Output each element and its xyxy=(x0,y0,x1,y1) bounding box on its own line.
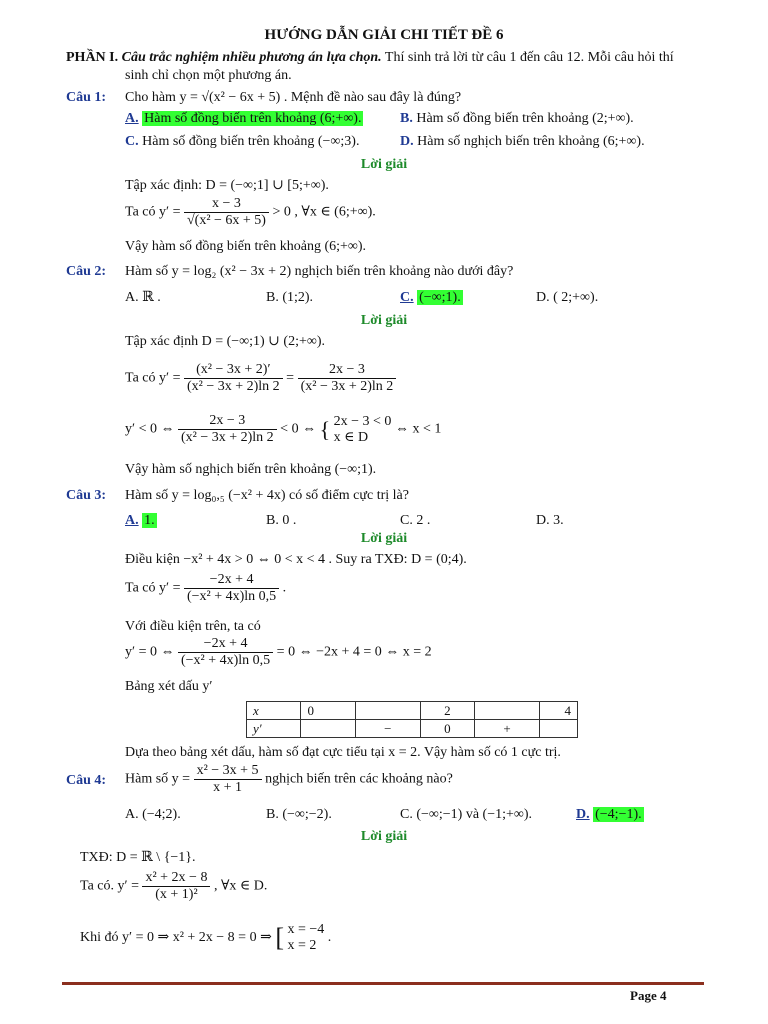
equals: = xyxy=(286,370,295,386)
question-stem: Cho hàm y = √(x² − 6x + 5) . Mệnh đề nào sau đây là đúng? xyxy=(125,90,462,105)
table-cell: 2 xyxy=(420,702,474,720)
numerator: x² + 2x − 8 xyxy=(142,870,210,887)
fraction xyxy=(184,362,283,395)
solution-heading: Lời giải xyxy=(360,313,408,328)
table-cell: − xyxy=(355,720,420,738)
option-d: D. 3. xyxy=(536,513,564,528)
option-text-correct: 1. xyxy=(144,513,155,528)
denominator: √(x² − 6x + 5) xyxy=(186,213,266,228)
option-a: A. (−4;2). xyxy=(125,807,181,822)
option-a xyxy=(125,512,157,530)
denominator: (−x² + 4x)ln 0,5 xyxy=(186,589,277,604)
page-title: HƯỚNG DẪN GIẢI CHI TIẾT ĐỀ 6 xyxy=(264,27,504,43)
numerator: x − 3 xyxy=(184,196,269,213)
text: nghịch biến trên các khoảng nào? xyxy=(265,771,453,787)
fraction xyxy=(184,572,279,605)
table-row xyxy=(247,720,578,738)
denominator: (x² − 3x + 2)ln 2 xyxy=(300,379,394,394)
part-heading: Câu trắc nghiệm nhiều phương án lựa chọn. xyxy=(121,50,382,65)
table-cell xyxy=(301,720,355,738)
solution-heading: Lời giải xyxy=(360,157,408,172)
fraction xyxy=(298,362,397,395)
solution-line: Với điều kiện trên, ta có xyxy=(125,619,261,634)
table-cell xyxy=(355,702,420,720)
solution-line: Dựa theo bảng xét dấu, hàm số đạt cực tiểu tại x = 2. Vậy hàm số có 1 cực trị. xyxy=(125,745,561,760)
numerator: x² − 3x + 5 xyxy=(194,763,262,780)
question-label: Câu 3: xyxy=(66,488,107,503)
denominator: (x + 1)² xyxy=(155,887,198,902)
solution-line xyxy=(125,362,396,395)
option-a xyxy=(125,110,363,128)
text: Hàm số y = xyxy=(125,771,191,787)
solution-line: Tập xác định: D = (−∞;1] ∪ [5;+∞). xyxy=(125,178,329,193)
option-text-correct: (−∞;1). xyxy=(419,290,461,305)
fraction xyxy=(142,870,210,903)
option-d xyxy=(576,806,644,824)
option-text-correct: (−4;−1). xyxy=(595,807,642,822)
option-b: B. (−∞;−2). xyxy=(266,807,332,822)
solution-line: Điều kiện −x² + 4x > 0 ⇔ 0 < x < 4 . Suy ra TXĐ: D = (0;4). xyxy=(125,552,467,567)
root: x = −4 xyxy=(287,922,325,937)
solution-line xyxy=(80,870,267,903)
denominator: x + 1 xyxy=(213,780,243,795)
system-line: x ∈ D xyxy=(333,429,369,445)
option-b: B. 0 . xyxy=(266,513,297,528)
text: Ta có y′ = xyxy=(125,204,181,220)
solution-line xyxy=(125,196,376,229)
solution-line: Tập xác định D = (−∞;1) ∪ (2;+∞). xyxy=(125,334,325,349)
fraction xyxy=(194,763,262,796)
numerator: 2x − 3 xyxy=(298,362,397,379)
question-label: Câu 2: xyxy=(66,264,107,279)
fraction xyxy=(178,413,277,446)
text: , ∀x ∈ D. xyxy=(213,878,268,894)
option-text-correct: Hàm số đồng biến trên khoảng (6;+∞). xyxy=(144,111,362,126)
text: Ta có y′ = xyxy=(125,580,181,596)
bracket: [ xyxy=(275,923,284,952)
table-cell xyxy=(539,720,577,738)
option-b xyxy=(400,110,634,128)
option-c: C. (−∞;−1) và (−1;+∞). xyxy=(400,807,533,822)
period: . xyxy=(282,580,287,596)
option-a: A. ℝ . xyxy=(125,290,161,305)
numerator: (x² − 3x + 2)′ xyxy=(184,362,283,379)
option-text: Hàm số nghịch biến trên khoảng (6;+∞). xyxy=(417,134,645,149)
option-key: C. xyxy=(125,134,139,149)
question-stem: Hàm số y = log₀,₅ (−x² + 4x) có số điểm cực trị là? xyxy=(125,488,409,503)
root: x = 2 xyxy=(287,938,317,953)
part-text: Thí sinh trả lời từ câu 1 đến câu 12. Mỗi câu hỏi thí xyxy=(381,50,674,65)
system-line: 2x − 3 < 0 xyxy=(333,413,392,429)
solution-line xyxy=(125,413,441,446)
solution-line xyxy=(125,636,432,669)
text: Ta có y′ = xyxy=(125,370,181,386)
option-key: D. xyxy=(400,134,414,149)
solution-heading: Lời giải xyxy=(360,829,408,844)
question-stem xyxy=(125,763,453,796)
table-cell: 4 xyxy=(539,702,577,720)
numerator: −2x + 4 xyxy=(178,636,273,653)
text: > 0 , ∀x ∈ (6;+∞). xyxy=(272,204,376,220)
option-d: D. ( 2;+∞). xyxy=(536,290,599,305)
option-text: Hàm số đồng biến trên khoảng (2;+∞). xyxy=(416,111,634,126)
part-label: PHẦN I. xyxy=(66,50,119,65)
question-label: Câu 1: xyxy=(66,90,107,105)
option-c: C. 2 . xyxy=(400,513,431,528)
solution-line xyxy=(125,572,286,605)
sign-table xyxy=(246,701,578,738)
option-key: B. xyxy=(400,111,413,126)
system xyxy=(334,414,392,446)
brace: { xyxy=(319,416,331,442)
option-key: A. xyxy=(125,513,139,528)
option-d xyxy=(400,133,645,151)
numerator: 2x − 3 xyxy=(178,413,277,430)
question-label: Câu 4: xyxy=(66,773,107,788)
solution-line: Vậy hàm số nghịch biến trên khoảng (−∞;1). xyxy=(125,462,377,477)
denominator: (−x² + 4x)ln 0,5 xyxy=(180,653,271,668)
text: ⇔ x < 1 xyxy=(394,421,442,437)
numerator: −2x + 4 xyxy=(184,572,279,589)
option-key: D. xyxy=(576,807,590,822)
option-key: A. xyxy=(125,111,139,126)
denominator: (x² − 3x + 2)ln 2 xyxy=(180,430,274,445)
table-cell xyxy=(475,702,540,720)
text: < 0 ⇔ xyxy=(280,421,317,437)
solution-line: Bảng xét dấu y′ xyxy=(125,679,213,694)
question-stem: Hàm số y = log₂ (x² − 3x + 2) nghịch biến trên khoảng nào dưới đây? xyxy=(125,264,514,279)
text: . xyxy=(327,930,332,946)
option-b: B. (1;2). xyxy=(266,290,314,305)
solution-line xyxy=(80,922,331,954)
part-text-line2: sinh chỉ chọn một phương án. xyxy=(125,68,292,83)
footer-divider xyxy=(62,982,704,985)
table-row xyxy=(247,702,578,720)
option-c xyxy=(125,133,359,151)
table-cell: 0 xyxy=(420,720,474,738)
table-cell: + xyxy=(475,720,540,738)
solution-heading: Lời giải xyxy=(360,531,408,546)
option-c xyxy=(400,289,463,307)
denominator: (x² − 3x + 2)ln 2 xyxy=(186,379,280,394)
page-number: Page 4 xyxy=(630,988,667,1003)
text: Khi đó y′ = 0 ⇒ x² + 2x − 8 = 0 ⇒ xyxy=(80,930,272,946)
solution-line: Vậy hàm số đồng biến trên khoảng (6;+∞). xyxy=(125,239,367,254)
table-cell: x xyxy=(247,702,301,720)
solution-line: TXĐ: D = ℝ \ {−1}. xyxy=(80,850,196,865)
fraction xyxy=(184,196,269,229)
table-cell: y′ xyxy=(247,720,301,738)
part-header xyxy=(66,49,674,67)
text: Ta có. y′ = xyxy=(80,878,139,894)
text: y′ = 0 ⇔ xyxy=(125,644,175,660)
text: = 0 ⇔ −2x + 4 = 0 ⇔ x = 2 xyxy=(276,644,432,660)
option-key: C. xyxy=(400,290,414,305)
option-text: Hàm số đồng biến trên khoảng (−∞;3). xyxy=(142,134,360,149)
text: y′ < 0 ⇔ xyxy=(125,421,175,437)
roots xyxy=(287,922,324,954)
table-cell: 0 xyxy=(301,702,355,720)
fraction xyxy=(178,636,273,669)
